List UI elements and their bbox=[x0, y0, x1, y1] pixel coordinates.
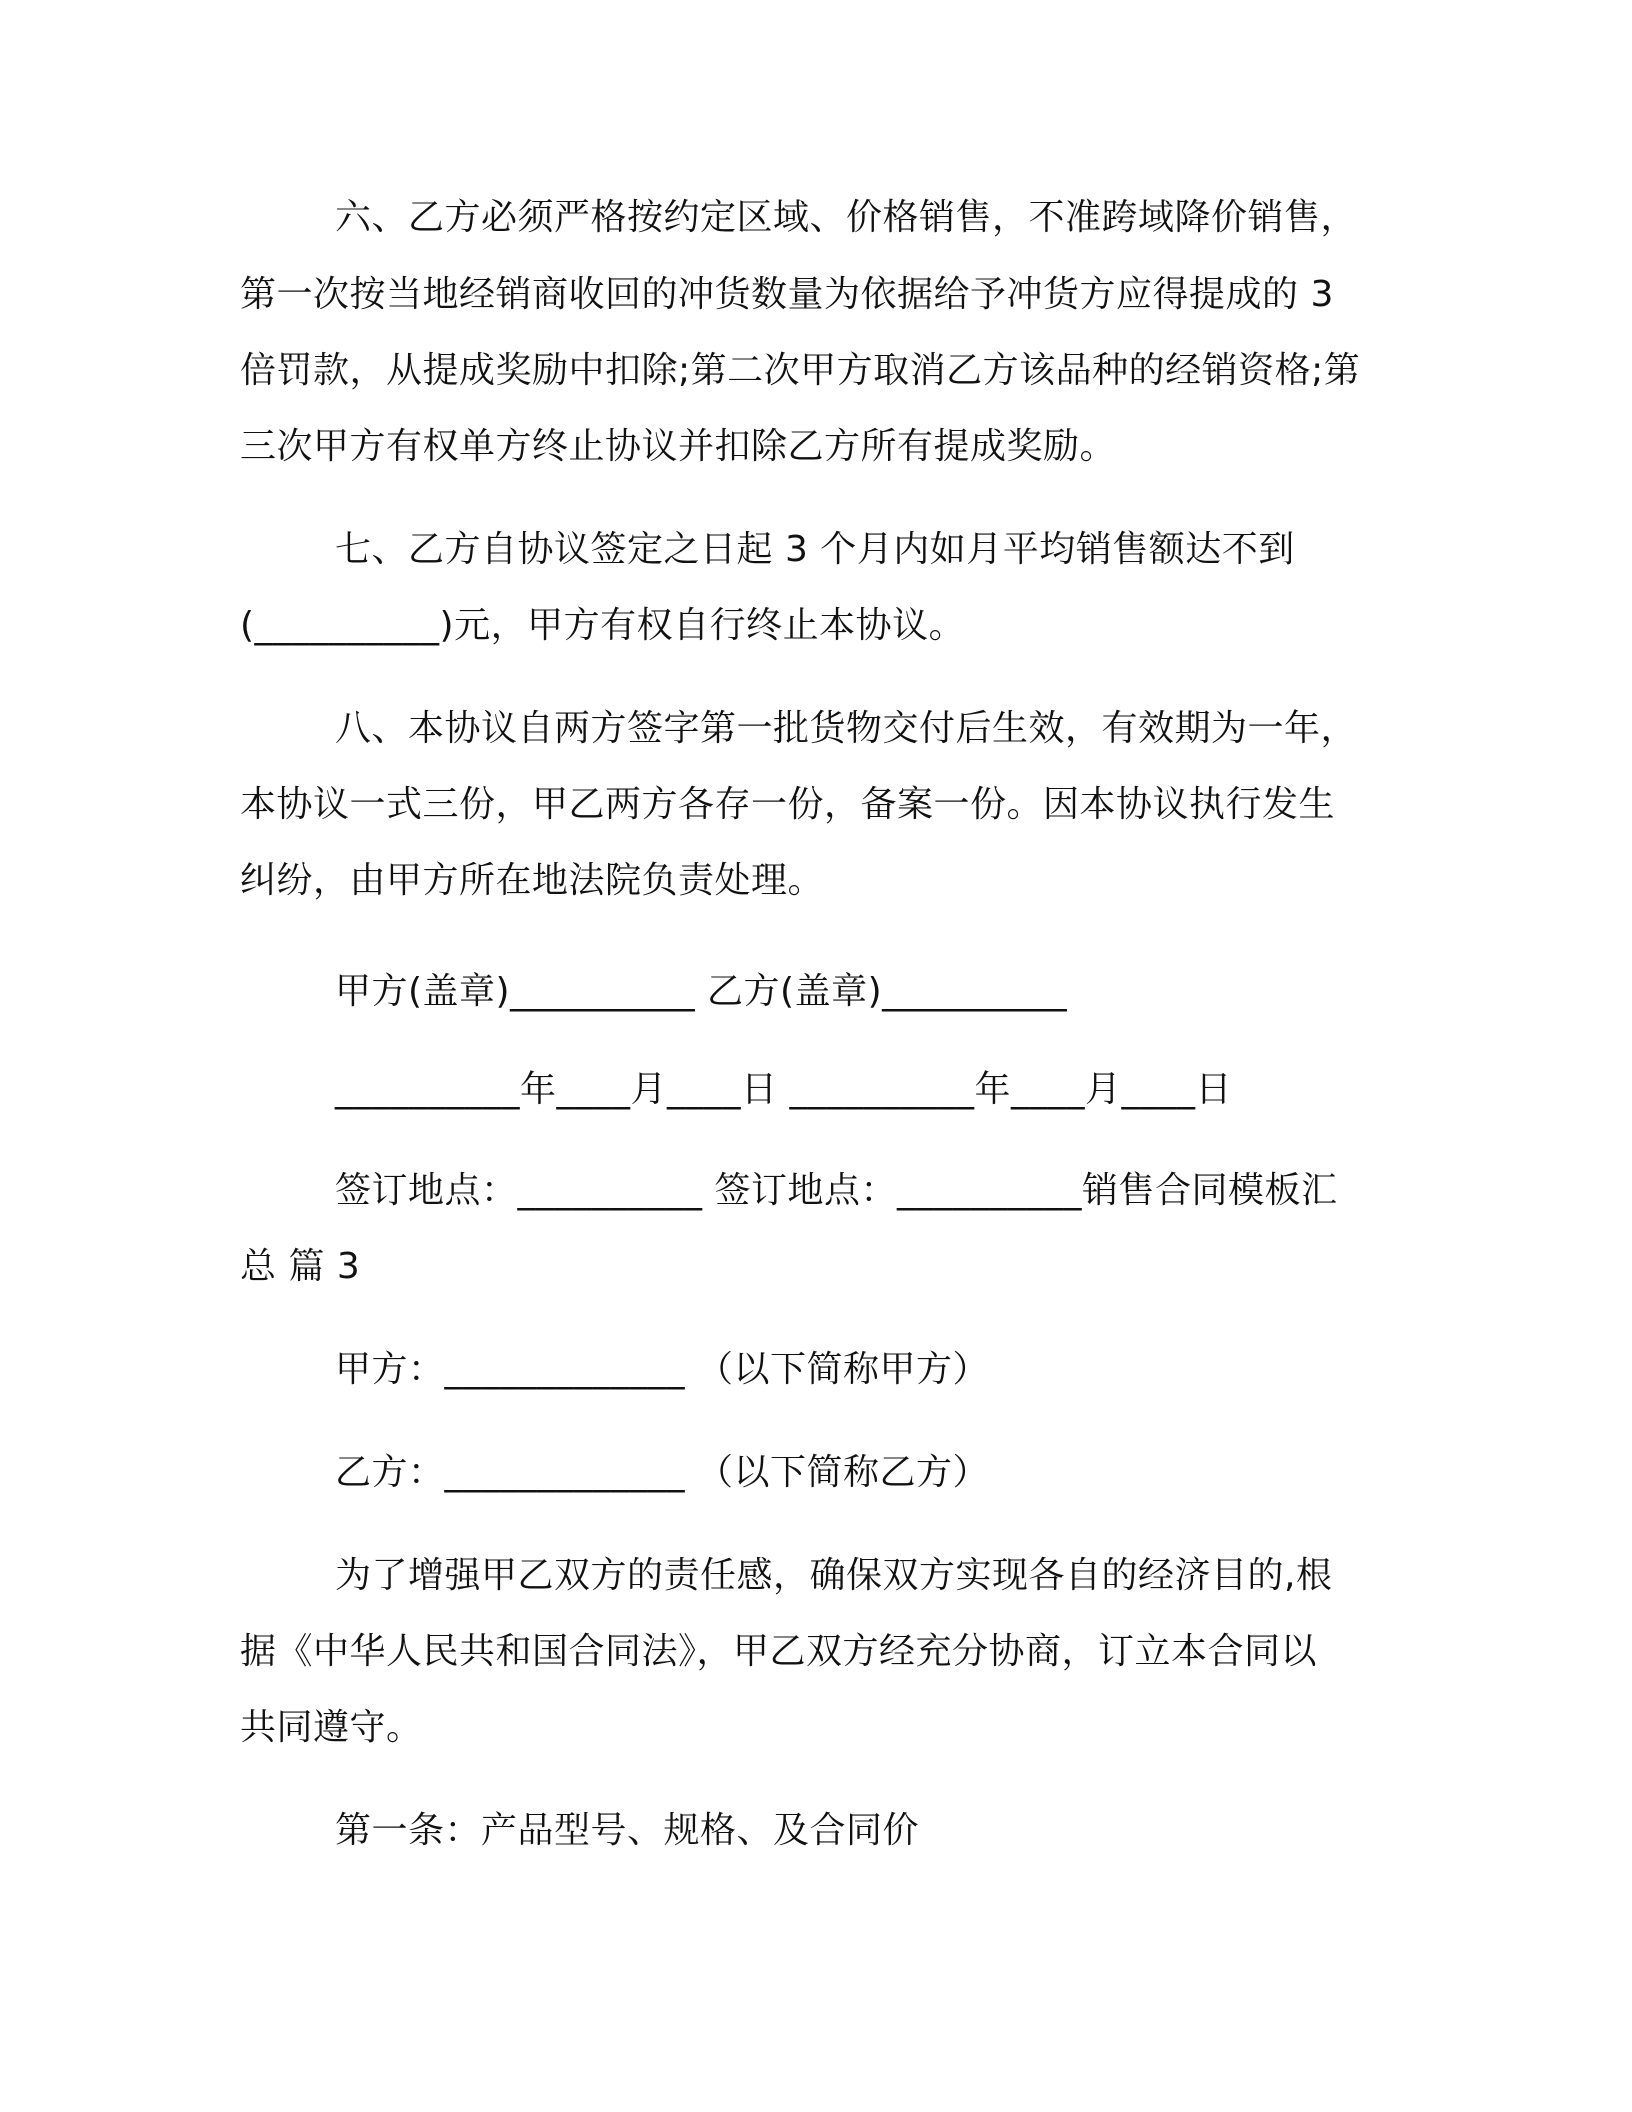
section-heading: 总 篇 3 bbox=[240, 1246, 361, 1287]
seal-line: 甲方(盖章)__________ 乙方(盖章)__________ bbox=[335, 971, 1068, 1012]
clause-7-line-1: 七、乙方自协议签定之日起 3 个月内如月平均销售额达不到 bbox=[335, 529, 1295, 570]
clause-6-line-4: 三次甲方有权单方终止协议并扣除乙方所有提成奖励。 bbox=[240, 426, 1117, 467]
preamble-line-1: 为了增强甲乙双方的责任感，确保双方实现各自的经济目的,根 bbox=[335, 1555, 1333, 1596]
signing-place-line: 签订地点：__________ 签订地点：__________销售合同模板汇 bbox=[335, 1170, 1338, 1211]
clause-6-line-2: 第一次按当地经销商收回的冲货数量为依据给予冲货方应得提成的 3 bbox=[240, 274, 1334, 315]
party-a-line: 甲方：_____________ （以下简称甲方） bbox=[335, 1349, 989, 1390]
preamble-line-2: 据《中华人民共和国合同法》，甲乙双方经充分协商，订立本合同以 bbox=[240, 1631, 1318, 1672]
clause-8-line-2: 本协议一式三份，甲乙两方各存一份，备案一份。因本协议执行发生 bbox=[240, 784, 1336, 825]
clause-8-line-1: 八、本协议自两方签字第一批货物交付后生效，有效期为一年， bbox=[335, 708, 1358, 749]
article-1-heading: 第一条：产品型号、规格、及合同价 bbox=[335, 1810, 920, 1851]
preamble-line-3: 共同遵守。 bbox=[240, 1707, 423, 1748]
clause-8-line-3: 纠纷，由甲方所在地法院负责处理。 bbox=[240, 860, 825, 901]
clause-6-line-1: 六、乙方必须严格按约定区域、价格销售，不准跨域降价销售， bbox=[335, 197, 1358, 238]
clause-7-line-2: (__________)元，甲方有权自行终止本协议。 bbox=[240, 605, 966, 646]
clause-6-line-3: 倍罚款，从提成奖励中扣除;第二次甲方取消乙方该品种的经销资格;第 bbox=[240, 350, 1361, 391]
party-b-line: 乙方：_____________ （以下简称乙方） bbox=[335, 1452, 989, 1493]
date-line: __________年____月____日 __________年____月____日 bbox=[335, 1069, 1232, 1110]
